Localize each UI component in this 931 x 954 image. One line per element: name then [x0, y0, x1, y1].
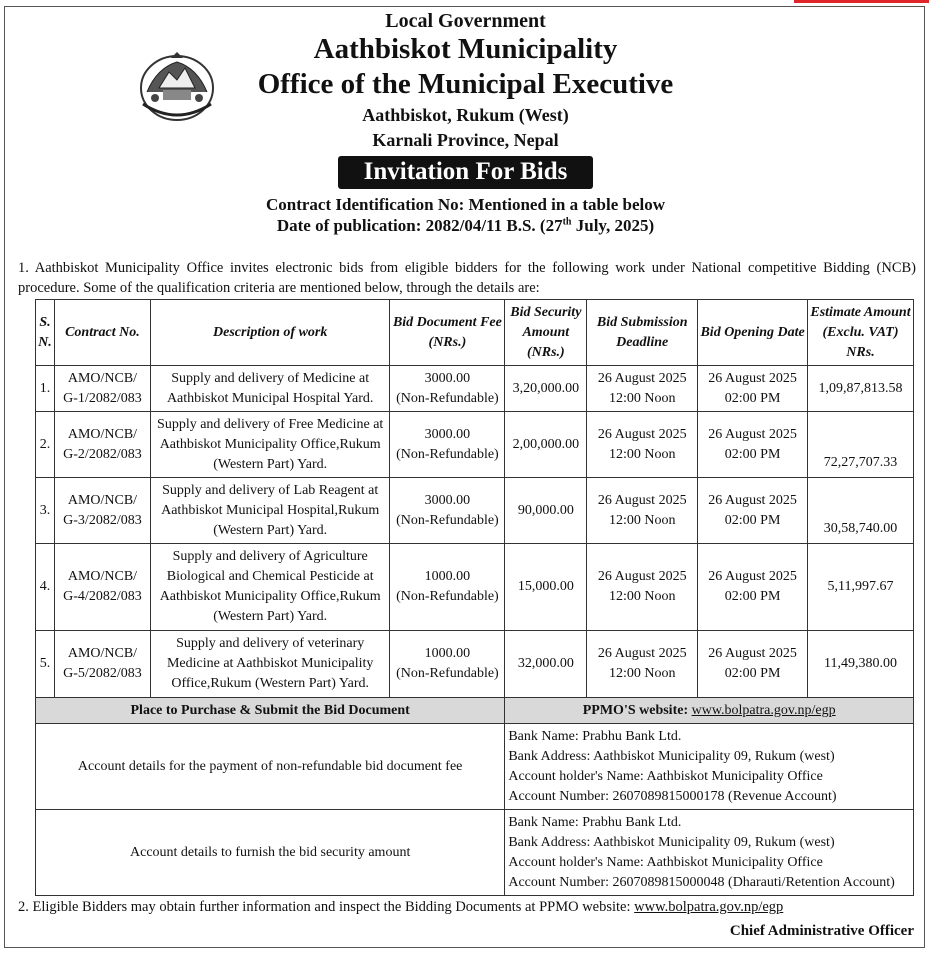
header-sn: S. N.: [36, 300, 55, 366]
row-estimate: 72,27,707.33: [808, 412, 914, 478]
row-contract: AMO/NCB/ G-3/2082/083: [54, 478, 150, 544]
row-estimate: 11,49,380.00: [808, 631, 914, 698]
row-submission: 26 August 2025 12:00 Noon: [587, 631, 698, 698]
row-contract: AMO/NCB/ G-1/2082/083: [54, 366, 150, 412]
header-contract-no: Contract No.: [54, 300, 150, 366]
row-fee: 3000.00 (Non-Refundable): [390, 478, 505, 544]
header-municipality: Aathbiskot Municipality: [313, 33, 618, 65]
row-sn: 5.: [36, 631, 55, 698]
account2-details: Bank Name: Prabhu Bank Ltd. Bank Address: Aathbiskot Municipality 09, Rukum (west) Account holder's Name: Aathbiskot Municipality Office Account Number: 2607089815000048 (Dharauti/Retention Account): [505, 810, 914, 896]
header-local-government: Local Government: [385, 10, 546, 32]
row-estimate: 30,58,740.00: [808, 478, 914, 544]
table-row: [36, 478, 914, 544]
header-opening: Bid Opening Date: [698, 300, 808, 366]
header-submission: Bid Submission Deadline: [587, 300, 698, 366]
row-contract: AMO/NCB/ G-4/2082/083: [54, 544, 150, 631]
row-estimate: 1,09,87,813.58: [808, 366, 914, 412]
row-opening: 26 August 2025 02:00 PM: [698, 366, 808, 412]
header-office: Office of the Municipal Executive: [257, 67, 674, 100]
header-province: Karnali Province, Nepal: [372, 129, 559, 150]
row-sn: 1.: [36, 366, 55, 412]
row-description: Supply and delivery of Medicine at Aathbiskot Municipal Hospital Yard.: [150, 366, 390, 412]
notice-header: [0, 6, 931, 236]
row-security: 15,000.00: [505, 544, 587, 631]
row-security: 90,000.00: [505, 478, 587, 544]
header-description: Description of work: [150, 300, 390, 366]
place-label: Place to Purchase & Submit the Bid Document: [36, 698, 505, 724]
signature-title: Chief Administrative Officer: [729, 923, 914, 939]
row-sn: 4.: [36, 544, 55, 631]
row-contract: AMO/NCB/ G-5/2082/083: [54, 631, 150, 698]
row-contract: AMO/NCB/ G-2/2082/083: [54, 412, 150, 478]
row-security: 2,00,000.00: [505, 412, 587, 478]
row-fee: 1000.00 (Non-Refundable): [390, 631, 505, 698]
table-row: [36, 631, 914, 698]
publication-date: Date of publication: 2082/04/11 B.S. (27th July, 2025): [276, 216, 655, 236]
contract-identification: Contract Identification No: Mentioned in a table below: [265, 195, 665, 215]
invitation-title: Invitation For Bids: [338, 156, 594, 189]
row-description: Supply and delivery of Lab Reagent at Aathbiskot Municipal Hospital,Rukum (Western Part) Yard.: [150, 478, 390, 544]
row-sn: 2.: [36, 412, 55, 478]
table-row: [36, 366, 914, 412]
header-address: Aathbiskot, Rukum (West): [362, 104, 569, 125]
row-security: 32,000.00: [505, 631, 587, 698]
row-opening: 26 August 2025 02:00 PM: [698, 478, 808, 544]
note-2-link[interactable]: www.bolpatra.gov.np/egp: [634, 899, 784, 915]
header-fee: Bid Document Fee (NRs.): [390, 300, 505, 366]
row-submission: 26 August 2025 12:00 Noon: [587, 478, 698, 544]
row-opening: 26 August 2025 02:00 PM: [698, 631, 808, 698]
row-opening: 26 August 2025 02:00 PM: [698, 412, 808, 478]
header-security: Bid Security Amount (NRs.): [505, 300, 587, 366]
row-fee: 1000.00 (Non-Refundable): [390, 544, 505, 631]
header-estimate: Estimate Amount (Exclu. VAT) NRs.: [808, 300, 914, 366]
row-description: Supply and delivery of Agriculture Biological and Chemical Pesticide at Aathbiskot Municipality Office,Rukum (Western Part) Yard.: [150, 544, 390, 631]
row-fee: 3000.00 (Non-Refundable): [390, 412, 505, 478]
note-2: 2. Eligible Bidders may obtain further information and inspect the Bidding Documents at PPMO website: www.bolpatra.gov.np/egp: [18, 899, 784, 915]
account-row-1: [36, 724, 914, 810]
account-row-2: [36, 810, 914, 896]
intro-paragraph: 1. Aathbiskot Municipality Office invites electronic bids from eligible bidders for the following work under National competitive Bidding (NCB) procedure. Some of the qualification criteria are mentioned below, through the details are:: [18, 260, 916, 296]
ppmo-link[interactable]: www.bolpatra.gov.np/egp: [691, 702, 836, 718]
row-description: Supply and delivery of veterinary Medicine at Aathbiskot Municipality Office,Rukum (Western Part) Yard.: [150, 631, 390, 698]
table-row: [36, 544, 914, 631]
row-submission: 26 August 2025 12:00 Noon: [587, 412, 698, 478]
row-security: 3,20,000.00: [505, 366, 587, 412]
table-header-row: [36, 300, 914, 366]
ppmo-website: PPMO'S website: www.bolpatra.gov.np/egp: [505, 698, 914, 724]
account1-label: Account details for the payment of non-refundable bid document fee: [36, 724, 505, 810]
table-row: [36, 412, 914, 478]
row-fee: 3000.00 (Non-Refundable): [390, 366, 505, 412]
row-estimate: 5,11,997.67: [808, 544, 914, 631]
row-opening: 26 August 2025 02:00 PM: [698, 544, 808, 631]
account1-details: Bank Name: Prabhu Bank Ltd. Bank Address: Aathbiskot Municipality 09, Rukum (west) Account holder's Name: Aathbiskot Municipality Office Account Number: 2607089815000178 (Revenue Account): [505, 724, 914, 810]
row-description: Supply and delivery of Free Medicine at Aathbiskot Municipality Office,Rukum (Western Part) Yard.: [150, 412, 390, 478]
account2-label: Account details to furnish the bid security amount: [36, 810, 505, 896]
place-row: [36, 698, 914, 724]
row-sn: 3.: [36, 478, 55, 544]
row-submission: 26 August 2025 12:00 Noon: [587, 544, 698, 631]
row-submission: 26 August 2025 12:00 Noon: [587, 366, 698, 412]
top-red-line: [794, 0, 929, 3]
bids-table: [35, 299, 914, 896]
